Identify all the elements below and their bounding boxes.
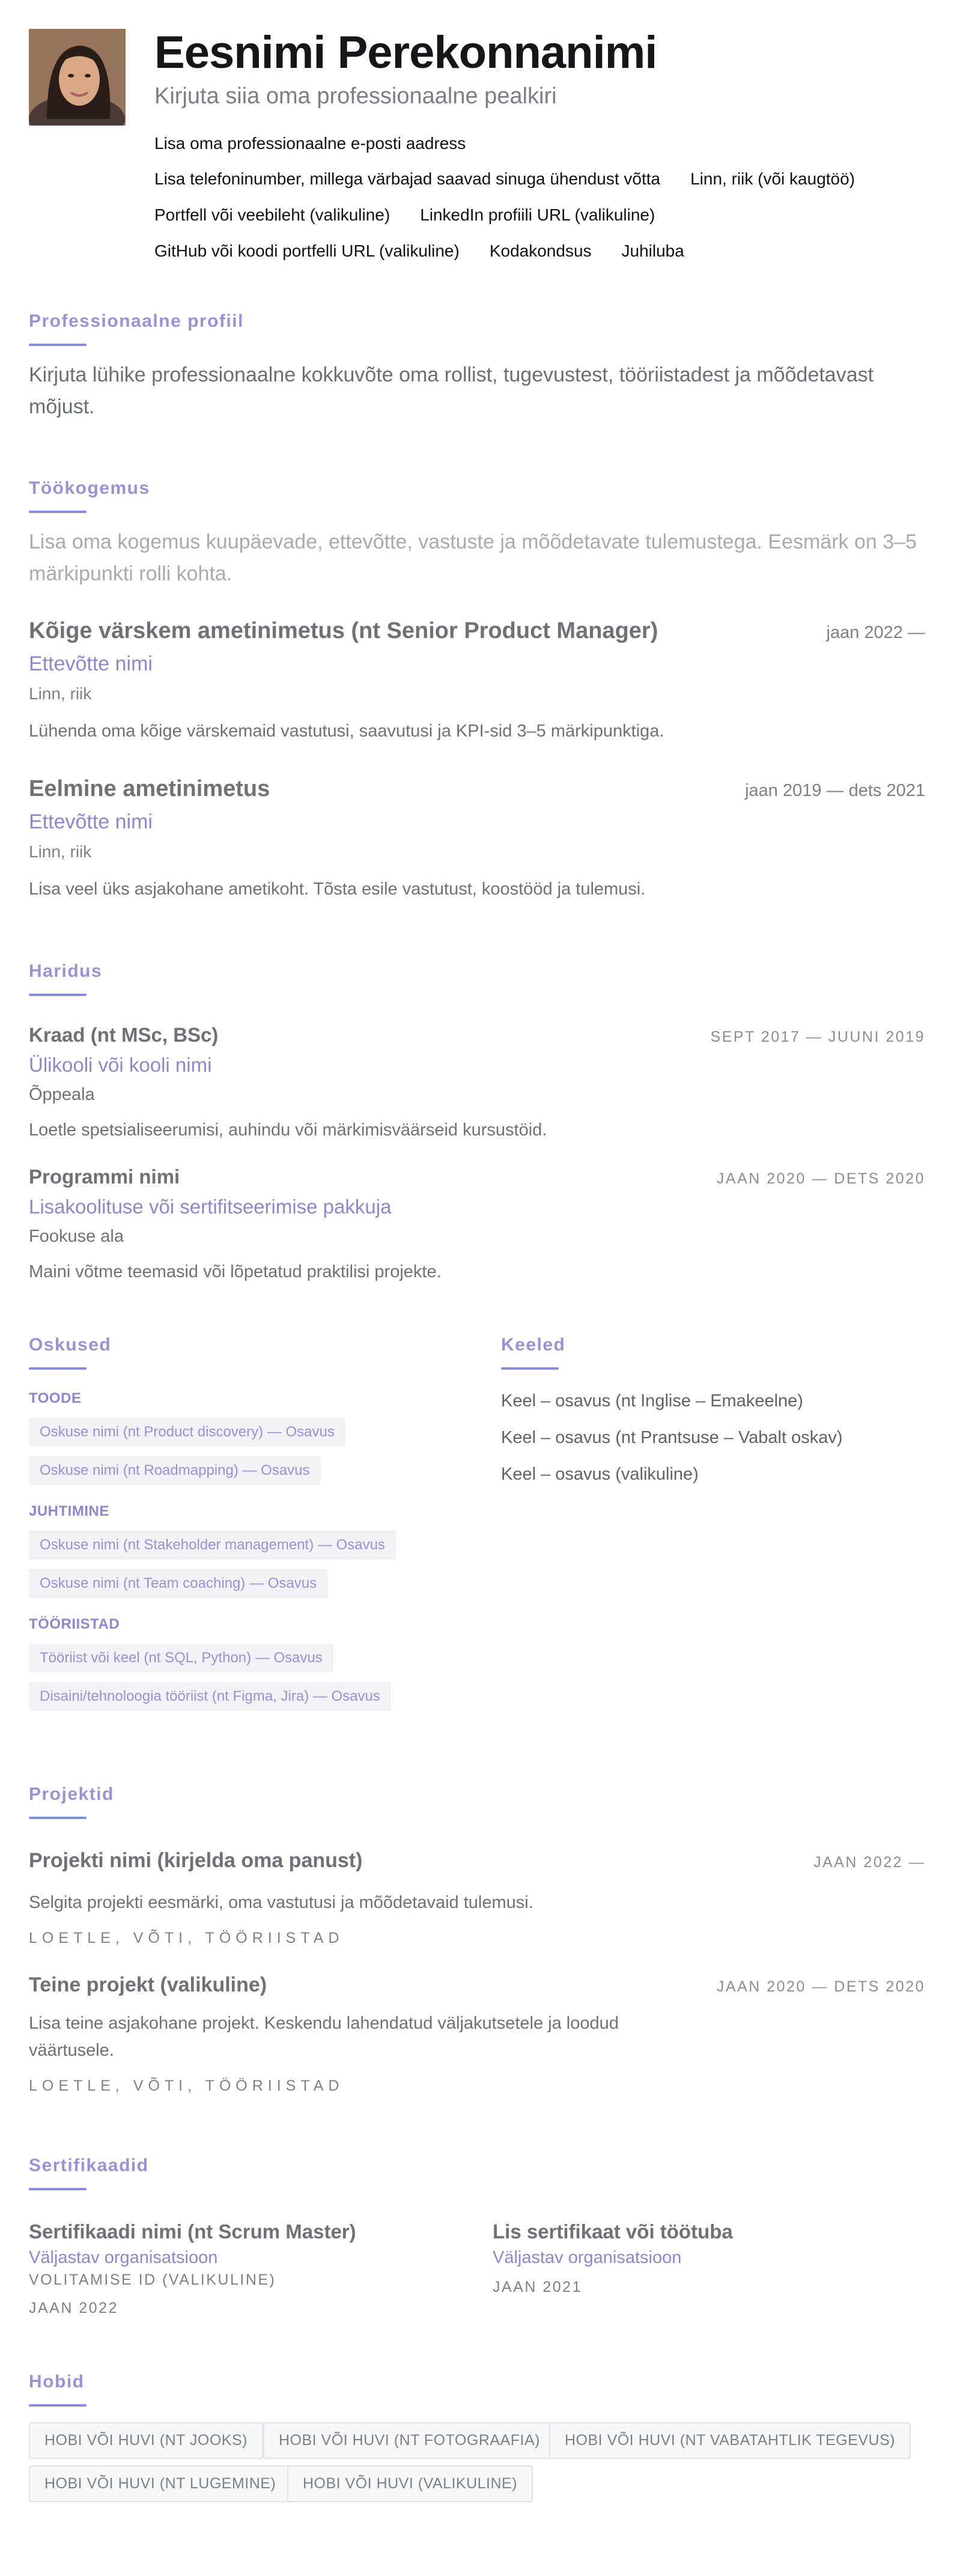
- hobby-tag: HOBI VÕI HUVI (NT LUGEMINE): [29, 2465, 291, 2502]
- certificate-date: JAAN 2021: [493, 2279, 582, 2295]
- education-description: Loetle spetsialiseerumisi, auhindu või märkimisväärseid kursustöid.: [29, 1120, 547, 1140]
- drivers-license: Juhiluba: [621, 241, 684, 260]
- section-divider: [501, 1367, 559, 1370]
- section-title: Projektid: [29, 1784, 114, 1804]
- profile-summary: Kirjuta lühike professionaalne kokkuvõte oma rollist, tugevustest, tööriistadest ja mõõdetavast mõjust.: [29, 363, 874, 418]
- project-title: Teine projekt (valikuline): [29, 1973, 267, 1996]
- project-title: Projekti nimi (kirjelda oma panust): [29, 1849, 363, 1872]
- header-main: [154, 29, 925, 276]
- language-item: Keel – osavus (valikuline): [501, 1465, 699, 1484]
- language-item: Keel – osavus (nt Prantsuse – Vabalt oskav): [501, 1428, 843, 1447]
- certificate-issuer: Väljastav organisatsioon: [29, 2248, 218, 2267]
- skill-chip: Oskuse nimi (nt Stakeholder management) — Osavus: [29, 1531, 396, 1560]
- degree-title: Kraad (nt MSc, BSc): [29, 1024, 219, 1046]
- citizenship: Kodakondsus: [489, 241, 592, 260]
- profile-section: [29, 311, 925, 422]
- education-date: SEPT 2017 — JUUNI 2019: [710, 1028, 925, 1045]
- location-contact: Linn, riik (või kaugtöö): [690, 169, 855, 189]
- email-contact[interactable]: Lisa oma professionaalne e-posti aadress: [154, 133, 466, 153]
- github-link[interactable]: GitHub või koodi portfelli URL (valikuline): [154, 241, 460, 260]
- portfolio-link[interactable]: Portfell või veebileht (valikuline): [154, 205, 390, 224]
- school-name: Lisakoolituse või sertifitseerimise pakkuja: [29, 1195, 392, 1218]
- hobby-tag: HOBI VÕI HUVI (NT JOOKS): [29, 2422, 263, 2459]
- contact-list: [154, 133, 925, 261]
- job-description: Lisa veel üks asjakohane ametikoht. Tõsta esile vastutust, koostööd ja tulemusi.: [29, 879, 646, 899]
- field-of-study: Õppeala: [29, 1085, 95, 1104]
- skill-chip: Disaini/tehnoloogia tööriist (nt Figma, Jira) — Osavus: [29, 1682, 391, 1711]
- contact-row: [154, 241, 925, 261]
- project-date: JAAN 2020 — DETS 2020: [716, 1978, 925, 1995]
- section-title: Professionaalne profiil: [29, 311, 244, 331]
- project-description: [29, 2010, 925, 2064]
- project-tags: LOETLE, VÕTI, TÖÖRIISTAD: [29, 2077, 344, 2094]
- skill-chip: Oskuse nimi (nt Team coaching) — Osavus: [29, 1569, 327, 1598]
- degree-title: Programmi nimi: [29, 1165, 180, 1188]
- languages-section: [501, 1335, 922, 1484]
- project-description: Selgita projekti eesmärki, oma vastutusi ja mõõdetavaid tulemusi.: [29, 1893, 533, 1912]
- section-title: Hobid: [29, 2372, 85, 2392]
- certificate-title: Sertifikaadi nimi (nt Scrum Master): [29, 2220, 356, 2243]
- project-description-line: Lisa teine asjakohane projekt. Keskendu lahendatud väljakutsetele ja loodud: [29, 2013, 619, 2033]
- certificate-issuer: Väljastav organisatsioon: [493, 2248, 682, 2267]
- language-item: Keel – osavus (nt Inglise – Emakeelne): [501, 1391, 803, 1411]
- skills-section: [29, 1335, 449, 1711]
- phone-contact[interactable]: Lisa telefoninumber, millega värbajad saavad sinuga ühendust võtta: [154, 169, 661, 189]
- education-entry: [29, 1024, 925, 1144]
- full-name: Eesnimi Perekonnanimi: [154, 27, 657, 78]
- education-entry: [29, 1165, 925, 1286]
- section-divider: [29, 1367, 87, 1370]
- section-divider: [29, 994, 87, 996]
- job-entry: [29, 776, 925, 903]
- job-date: jaan 2022 —: [826, 623, 925, 643]
- section-title: Töökogemus: [29, 478, 150, 498]
- section-divider: [29, 2404, 87, 2407]
- project-description-line: väärtusele.: [29, 2040, 114, 2060]
- linkedin-link[interactable]: LinkedIn profiili URL (valikuline): [420, 205, 655, 224]
- section-divider: [29, 2188, 87, 2190]
- skill-chip: Tööriist või keel (nt SQL, Python) — Osavus: [29, 1644, 333, 1672]
- education-description: Maini võtme teemasid või lõpetatud praktilisi projekte.: [29, 1262, 442, 1281]
- section-title: Haridus: [29, 961, 103, 981]
- education-section: [29, 961, 925, 1286]
- job-title: Kõige värskem ametinimetus (nt Senior Product Manager): [29, 618, 658, 644]
- certificate-entry: [493, 2220, 733, 2296]
- project-entry: [29, 1973, 925, 2095]
- job-entry: [29, 618, 925, 745]
- job-description: Lühenda oma kõige värskemaid vastutusi, saavutusi ja KPI-sid 3–5 märkipunktiga.: [29, 721, 664, 741]
- resume-header: [29, 0, 925, 276]
- skill-chip: Oskuse nimi (nt Roadmapping) — Osavus: [29, 1456, 321, 1485]
- company-name: Ettevõtte nimi: [29, 810, 153, 834]
- school-name: Ülikooli või kooli nimi: [29, 1054, 212, 1076]
- section-title: Sertifikaadid: [29, 2155, 149, 2175]
- job-date: jaan 2019 — dets 2021: [745, 781, 925, 801]
- skill-category: TOODE: [29, 1390, 82, 1406]
- hobby-tag: HOBI VÕI HUVI (NT FOTOGRAAFIA): [263, 2422, 556, 2459]
- section-divider: [29, 511, 87, 513]
- section-divider: [29, 344, 87, 346]
- job-location: Linn, riik: [29, 684, 92, 703]
- headline: Kirjuta siia oma professionaalne pealkiri: [154, 84, 557, 109]
- contact-row: [154, 169, 925, 189]
- skill-category: JUHTIMINE: [29, 1503, 109, 1519]
- hobby-tag: HOBI VÕI HUVI (NT VABATAHTLIK TEGEVUS): [549, 2422, 911, 2459]
- project-date: JAAN 2022 —: [813, 1854, 925, 1871]
- certificate-id: VOLITAMISE ID (VALIKULINE): [29, 2271, 276, 2288]
- job-title: Eelmine ametinimetus: [29, 776, 270, 802]
- contact-row: [154, 205, 925, 225]
- hobby-tag: HOBI VÕI HUVI (VALIKULINE): [287, 2465, 533, 2502]
- skill-chip: Oskuse nimi (nt Product discovery) — Osavus: [29, 1418, 345, 1447]
- company-name: Ettevõtte nimi: [29, 652, 153, 676]
- projects-section: [29, 1784, 925, 2095]
- experience-intro: Lisa oma kogemus kuupäevade, ettevõtte, vastuste ja mõõdetavate tulemustega. Eesmärk on 3–5 märkipunkti rolli kohta.: [29, 530, 917, 585]
- section-title: Oskused: [29, 1335, 112, 1355]
- certificate-date: JAAN 2022: [29, 2300, 118, 2316]
- hobbies-section: [29, 2372, 925, 2528]
- education-date: JAAN 2020 — DETS 2020: [716, 1170, 925, 1187]
- project-entry: [29, 1849, 925, 1947]
- skill-category: TÖÖRIISTAD: [29, 1616, 120, 1632]
- experience-section: [29, 478, 925, 903]
- contact-row: [154, 133, 925, 154]
- field-of-study: Fookuse ala: [29, 1226, 124, 1246]
- certificate-entry: [29, 2220, 356, 2317]
- section-divider: [29, 1817, 87, 1819]
- certificate-title: Lis sertifikaat või töötuba: [493, 2220, 733, 2243]
- job-location: Linn, riik: [29, 842, 92, 861]
- project-tags: LOETLE, VÕTI, TÖÖRIISTAD: [29, 1929, 344, 1946]
- certificates-section: [29, 2155, 925, 2328]
- avatar: [29, 29, 126, 126]
- section-title: Keeled: [501, 1335, 566, 1355]
